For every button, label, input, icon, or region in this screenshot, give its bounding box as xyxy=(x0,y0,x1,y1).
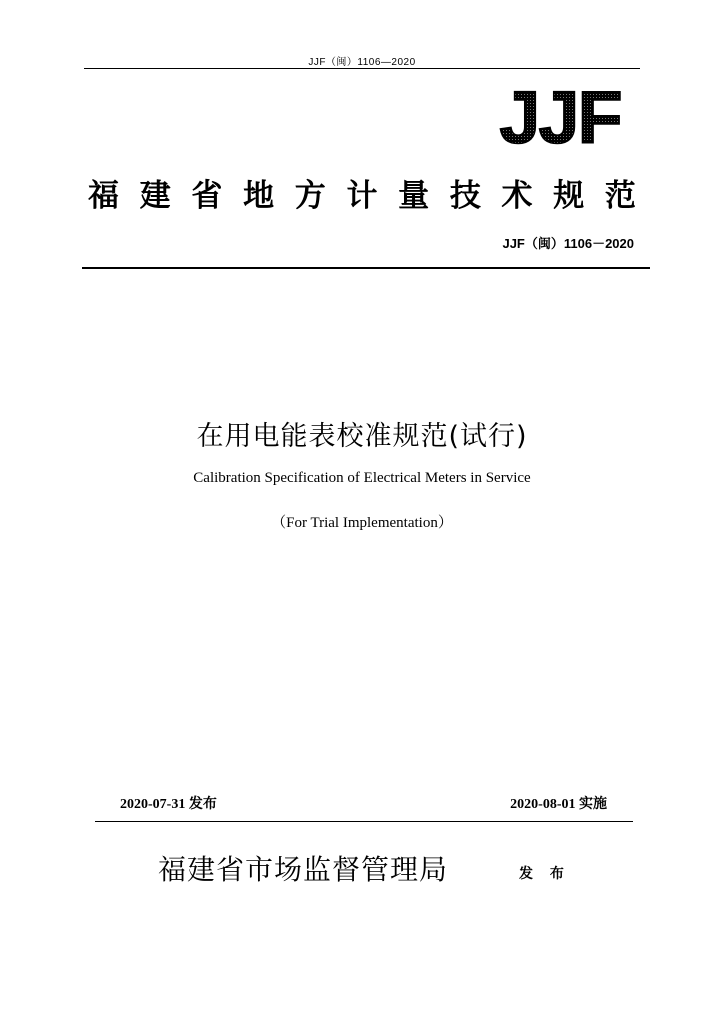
document-title-en: Calibration Specification of Electrical Meters in Service xyxy=(193,470,531,486)
footer-rule xyxy=(95,821,633,822)
series-title-char: 规 xyxy=(553,178,585,214)
series-title-char: 福 xyxy=(88,178,119,214)
specification-code: JJF（闽）1106－2020 xyxy=(502,236,634,251)
series-title xyxy=(88,170,636,215)
issue-date: 2020-07-31 发布 xyxy=(120,797,217,812)
series-title-char: 省 xyxy=(191,178,223,214)
series-title-char: 地 xyxy=(243,178,275,214)
issuing-authority-suffix: 发 布 xyxy=(519,866,570,882)
series-title-char: 量 xyxy=(398,178,430,214)
jjf-logo-text: JJF xyxy=(499,87,621,149)
issuing-authority: 福建省市场监督管理局 xyxy=(158,853,449,886)
series-title-char: 技 xyxy=(449,178,481,214)
running-header-code: JJF（闽）1106—2020 xyxy=(308,57,416,68)
header-rule xyxy=(84,68,640,69)
series-title-char: 术 xyxy=(501,178,533,214)
series-title-char: 建 xyxy=(139,178,171,214)
title-rule xyxy=(82,267,650,269)
document-title-zh: 在用电能表校准规范(试行) xyxy=(196,421,528,452)
jjf-logo xyxy=(484,87,636,149)
series-title-char: 计 xyxy=(346,178,378,214)
document-subtitle-en: （For Trial Implementation） xyxy=(271,515,453,531)
series-title-char: 方 xyxy=(294,178,326,214)
effective-date: 2020-08-01 实施 xyxy=(510,797,607,812)
series-title-char: 范 xyxy=(604,178,636,214)
